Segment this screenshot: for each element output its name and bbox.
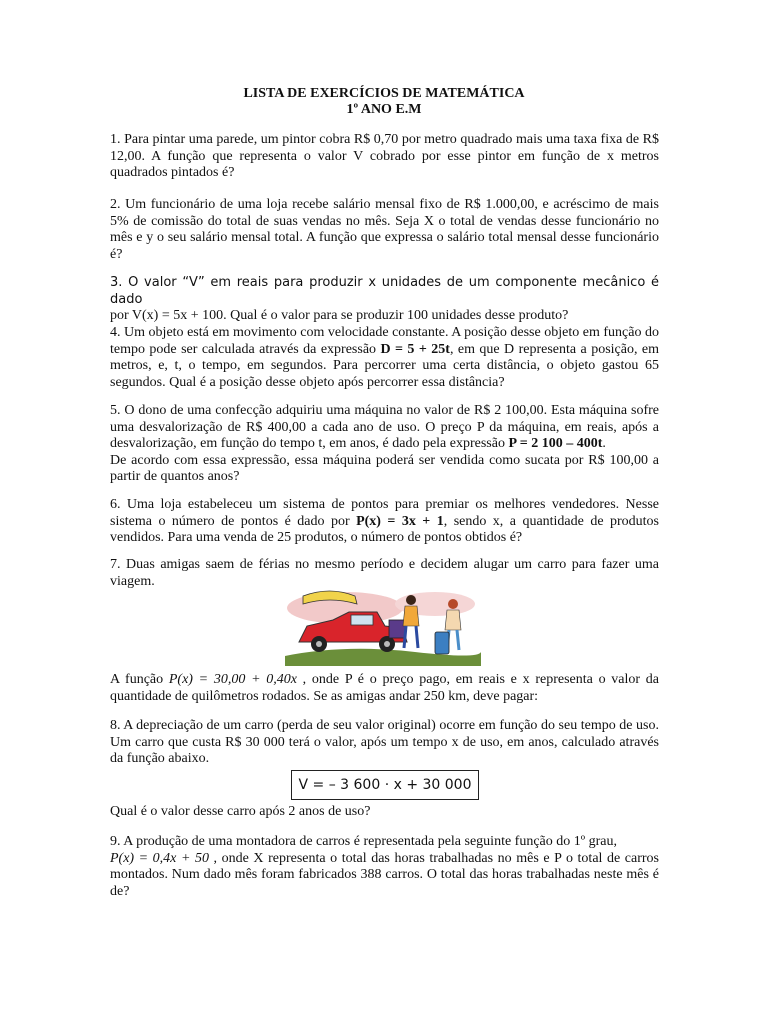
car-trip-illustration <box>285 586 481 666</box>
question-2: 2. Um funcionário de uma loja recebe salário mensal fixo de R$ 1.000,00, e acréscimo de mais 5% de comissão do total de suas vendas no mês. Seja X o total de vendas desse funcionário no mês e y o seu salário mensal total. A função que expressa o salário total mensal desse funcionário é? <box>110 197 659 262</box>
question-7: 7. Duas amigas saem de férias no mesmo período e decidem alugar um carro para fazer uma viagem. <box>110 557 659 589</box>
question-6-text-end: , sendo x, a quantidade de produtos vendidos. Para uma venda de 25 produtos, o número de pontos obtidos é? <box>110 513 659 546</box>
question-4-formula: D = 5 + 25t <box>380 341 450 357</box>
grass-shape <box>285 649 481 666</box>
wheel-hub <box>316 641 322 647</box>
question-6 <box>110 497 659 547</box>
question-5-period: . <box>602 436 606 452</box>
question-4-text: 4. Um objeto está em movimento com velocidade constante. A posição desse objeto em função do tempo pode ser calculada através da expressão <box>110 325 659 357</box>
question-3 <box>110 275 659 325</box>
rolling-suitcase <box>435 632 449 654</box>
question-6-text: 6. Uma loja estabeleceu um sistema de pontos para premiar os melhores vendedores. Nesse sistema o número de pontos é dado por <box>110 497 659 529</box>
question-1: 1. Para pintar uma parede, um pintor cobra R$ 0,70 por metro quadrado mais uma taxa fixa de R$ 12,00. A função que representa o valor V cobrado por esse pintor em função de x metros quadrados pintados é? <box>110 132 659 181</box>
luggage <box>389 620 405 638</box>
person-body <box>403 606 419 626</box>
question-7-function <box>110 672 659 705</box>
page-title: LISTA DE EXERCÍCIOS DE MATEMÁTICA <box>243 86 525 101</box>
question-4 <box>110 325 659 391</box>
wheel-hub <box>384 641 390 647</box>
question-7-formula: P(x) = 30,00 + 0,40x <box>168 672 297 687</box>
person-head <box>448 599 458 609</box>
question-3-line1: 3. O valor “V” em reais para produzir x unidades de um componente mecânico é dado <box>110 275 659 307</box>
question-7-function-lead: A função <box>110 672 169 687</box>
question-5-followup: De acordo com essa expressão, essa máquina poderá ser vendida como sucata por R$ 100,00 a partir de quantos anos? <box>110 452 659 485</box>
question-4-text-end: , em que D representa a posição, em metros, e, t, o tempo, em segundos. Para percorrer uma certa distância, o objeto gastou 65 segundos. Qual é a posição desse objeto após percorrer essa distância? <box>110 341 659 390</box>
person-head <box>406 595 416 605</box>
question-9-text: 9. A produção de uma montadora de carros é representada pela seguinte função do 1º grau, <box>110 834 617 849</box>
question-5-text: 5. O dono de uma confecção adquiriu uma máquina no valor de R$ 2 100,00. Esta máquina sofre uma desvalorização de R$ 400,00 a cada ano de uso. O preço P da máquina, em reais, após a desvalorização, em função do tempo t, em anos, é dado pela expressão <box>110 403 659 452</box>
question-8-question: Qual é o valor desse carro após 2 anos de uso? <box>110 804 371 819</box>
page-subtitle: 1º ANO E.M <box>346 102 422 117</box>
question-9 <box>110 834 659 900</box>
question-6-formula: P(x) = 3x + 1 <box>356 513 444 529</box>
question-5 <box>110 403 659 486</box>
question-9-text-end: , onde X representa o total das horas trabalhadas no mês e P o total de carros montados. Num dado mês foram fabricados 388 carros. O total das horas trabalhadas neste mês é de? <box>110 850 659 899</box>
car-window <box>351 615 373 625</box>
person-legs <box>404 626 418 648</box>
question-9-formula: P(x) = 0,4x + 50 <box>110 850 209 866</box>
question-7-function-text: , onde P é o preço pago, em reais e x representa o valor da quantidade de quilômetros rodados. Se as amigas andar 250 km, deve pagar: <box>110 672 659 704</box>
question-5-formula: P = 2 100 – 400t <box>508 436 603 452</box>
question-3-line2: por V(x) = 5x + 100. Qual é o valor para se produzir 100 unidades desse produto? <box>110 308 569 324</box>
person-body <box>445 610 461 630</box>
depreciation-formula-box: V = – 3 600 · x + 30 000 <box>291 770 479 800</box>
question-8: 8. A depreciação de um carro (perda de seu valor original) ocorre em função do seu tempo de uso. Um carro que custa R$ 30 000 terá o valor, após um tempo x de uso, em anos, calculado através da função abaixo. <box>110 718 659 767</box>
